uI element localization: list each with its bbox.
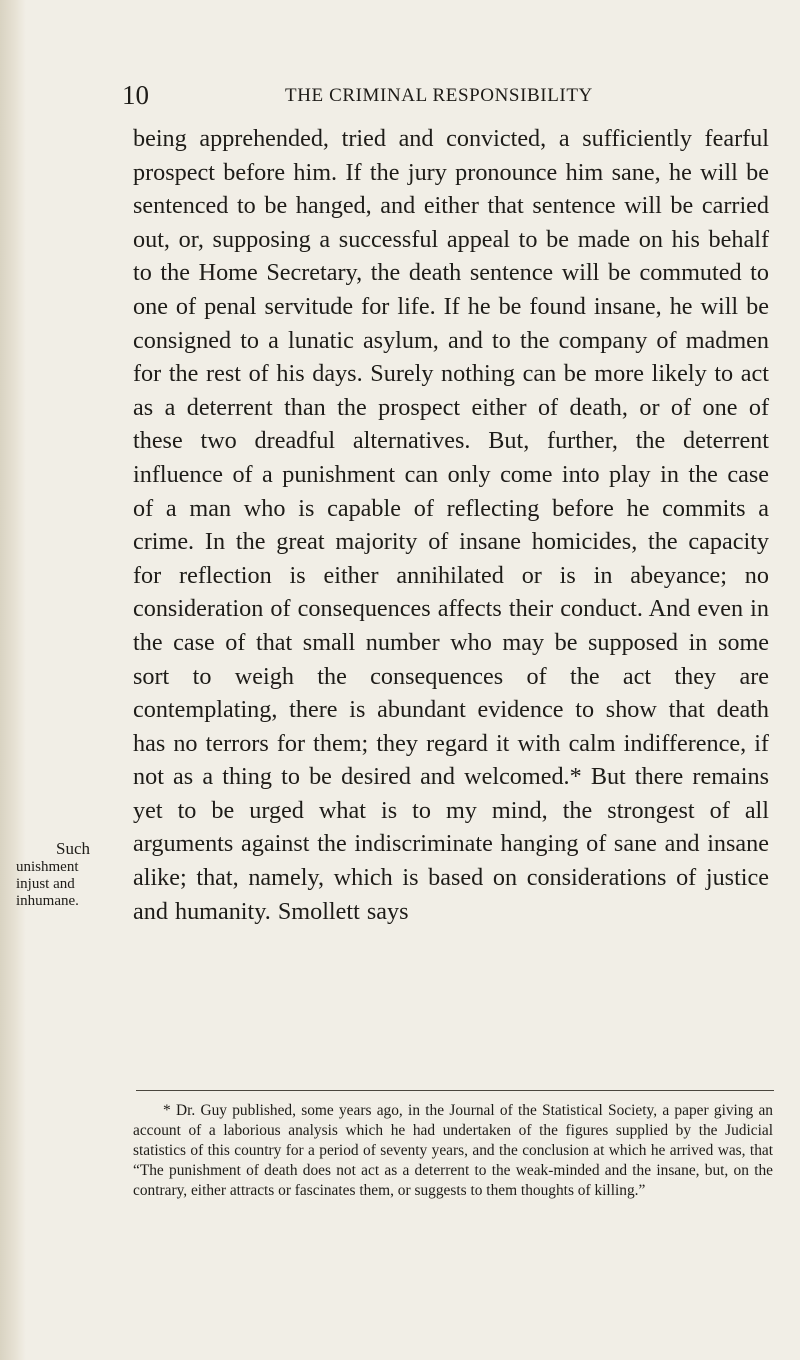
margin-note [0, 840, 128, 910]
footnote: * Dr. Guy published, some years ago, in the Journal of the Statistical Society, a paper giving an account of a laborious analysis which he had undertaken of the figures supplied by the Judicial statistics of this country for a period of seventy years, and the conclusion at which he arrived was, that “The punishment of death does not act as a deterrent to the weak-minded and the insane, but, on the contrary, either attracts or fascinates them, or suggests to them thoughts of killing.” [133, 1102, 773, 1199]
margin-note-line-2: unishment [16, 859, 79, 875]
margin-note-line-3: injust and [16, 876, 75, 892]
footnote-rule [136, 1090, 774, 1091]
margin-note-line-4: inhumane. [16, 893, 79, 909]
running-head: THE CRIMINAL RESPONSIBILITY [285, 85, 593, 106]
page-header [122, 80, 762, 110]
body-paragraph: being apprehended, tried and convicted, a sufficiently fearful prospect before him. If the jury pronounce him sane, he will be sentenced to be hanged, and either that sentence will be carried out, or, supposing a successful appeal to be made on his behalf to the Home Secretary, the death sentence will be commuted to one of penal servitude for life. If he be found insane, he will be consigned to a lunatic asylum, and to the company of madmen for the rest of his days. Surely nothing can be more likely to act as a deterrent than the prospect either of death, or of one of these two dreadful alternatives. But, further, the deterrent influence of a punishment can only come into play in the case of a man who is capable of reflecting before he commits a crime. In the great majority of insane homicides, the capacity for reflection is either annihilated or is in abeyance; no consideration of consequences affects their conduct. And even in the case of that small number who may be supposed in some sort to weigh the consequences of the act they are contemplating, there is abundant evidence to show that death has no terrors for them; they regard it with calm indifference, if not as a thing to be desired and welcomed.* But there remains yet to be urged what is to my mind, the strongest of all arguments against the indiscriminate hanging of sane and insane alike; that, namely, which is based on considerations of justice and humanity. Smollett says [133, 125, 769, 925]
margin-note-line-1: Such [56, 839, 90, 858]
page-number: 10 [122, 80, 149, 110]
